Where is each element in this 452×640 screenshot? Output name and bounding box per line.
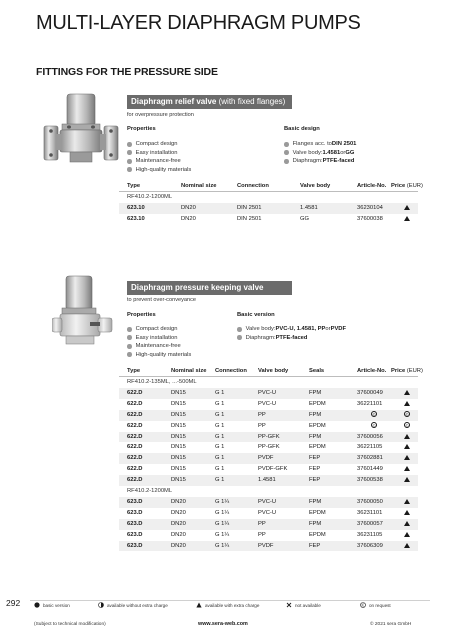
cell-conn: G 1¼ — [215, 542, 230, 549]
triangle-icon — [404, 499, 410, 504]
bullet-icon — [127, 344, 132, 349]
cell-seals: FPM — [309, 390, 322, 396]
list-item: Diaphragm: PTFE-faced — [284, 157, 356, 166]
bullet-icon — [127, 335, 132, 340]
table-row — [119, 432, 418, 443]
cell-price — [404, 432, 410, 443]
triangle-icon — [404, 521, 410, 526]
cell-size: DN15 — [171, 411, 186, 418]
list-item: Maintenance-free — [127, 157, 191, 166]
cell-price — [404, 508, 410, 519]
disclaimer: (Subject to technical modification) — [34, 622, 106, 627]
cell-seals: FEP — [309, 542, 321, 549]
cell-size: DN15 — [171, 444, 186, 451]
cell-type: 623.D — [127, 531, 143, 538]
list-item: Maintenance-free — [127, 342, 191, 351]
cell-article — [371, 421, 377, 432]
cell-seals: EPDM — [309, 509, 326, 516]
properties-list — [127, 140, 191, 174]
table-group-label: RF410.2-1200ML — [127, 488, 173, 495]
on-request-icon: © — [372, 423, 376, 429]
cell-size: DN20 — [171, 531, 186, 538]
copyright: © 2021 sera GmbH — [370, 622, 412, 627]
bullet-icon — [127, 142, 132, 147]
cell-body: PP — [258, 422, 266, 429]
legend-item: available with extra charge — [196, 602, 259, 608]
triangle-icon — [404, 543, 410, 548]
cell-type: 623.D — [127, 542, 143, 549]
table-row — [119, 541, 418, 552]
cell-type: 622.D — [127, 390, 143, 396]
bullet-icon — [127, 167, 132, 172]
cell-body: PP-GFK — [258, 433, 280, 440]
product-image-relief-valve — [40, 86, 122, 178]
cell-article: 36221105 — [357, 444, 383, 451]
cell-seals: FPM — [309, 433, 322, 440]
table-row — [119, 453, 418, 464]
cell-body: PP-GFK — [258, 444, 280, 451]
cell-article — [371, 410, 377, 421]
product-title-bar — [127, 95, 292, 109]
cell-price — [404, 497, 410, 508]
cell-seals: EPDM — [309, 531, 326, 538]
cell-conn: G 1 — [215, 390, 225, 396]
cell-article: 37600538 — [357, 477, 383, 484]
cell-conn: G 1¼ — [215, 499, 230, 506]
cell-body: 1.4581 — [258, 477, 276, 484]
cell-article: 36231105 — [357, 531, 383, 538]
bullet-icon — [127, 159, 132, 164]
cell-conn: G 1 — [215, 455, 225, 462]
basic-version-heading: Basic version — [237, 312, 275, 318]
cell-price — [404, 541, 410, 552]
cell-seals: FEP — [309, 477, 321, 484]
cell-size: DN15 — [171, 477, 186, 484]
on-request-icon: © — [405, 423, 409, 429]
cell-conn: G 1 — [215, 400, 225, 407]
cell-price — [404, 442, 410, 453]
cell-type: 623.D — [127, 509, 143, 516]
legend-item: not available — [286, 602, 321, 608]
table-row: 623.10 DN20 DIN 2501 GG 37600038 — [119, 214, 418, 225]
page-title: MULTI-LAYER DIAPHRAGM PUMPS — [36, 12, 361, 34]
list-item: Easy installation — [127, 149, 191, 158]
cell-conn: G 1¼ — [215, 509, 230, 516]
cell-conn: G 1 — [215, 477, 225, 484]
table-group-label: RF410.2-135ML, ...-500ML — [127, 379, 197, 385]
cell-type: 622.D — [127, 444, 143, 451]
cell-price — [404, 519, 410, 530]
product-image-pressure-keeping-valve — [52, 272, 122, 362]
cell-type: 622.D — [127, 400, 143, 407]
cell-article: 37600057 — [357, 520, 383, 527]
triangle-icon — [404, 205, 410, 210]
product-description: to prevent over-conveyance — [127, 297, 197, 303]
triangle-icon — [404, 434, 410, 439]
cell-seals: EPDM — [309, 444, 326, 451]
cell-size: DN15 — [171, 433, 186, 440]
cell-type: 622.D — [127, 466, 143, 473]
cell-body: PVC-U — [258, 400, 277, 407]
properties-heading: Properties — [127, 126, 156, 132]
product-name: Diaphragm relief valve — [131, 97, 217, 106]
legend-item: available without extra charge — [98, 602, 168, 608]
bullet-icon — [284, 150, 289, 155]
table-row — [119, 475, 418, 486]
cell-body: PVDF — [258, 455, 274, 462]
table-group-label: RF410.2-1200ML — [127, 194, 173, 200]
cell-type: 622.D — [127, 433, 143, 440]
cell-seals: FPM — [309, 499, 322, 506]
list-item: Diaphragm: PTFE-faced — [237, 334, 346, 343]
cell-seals: FEP — [309, 466, 321, 473]
cell-article: 37600056 — [357, 433, 383, 440]
cell-seals: FEP — [309, 455, 321, 462]
cell-conn: G 1 — [215, 411, 225, 418]
section-title: FITTINGS FOR THE PRESSURE SIDE — [36, 66, 218, 78]
cell-seals: FPM — [309, 411, 322, 418]
triangle-icon — [404, 444, 410, 449]
product-name-suffix: (with fixed flanges) — [218, 97, 286, 106]
filled-circle-icon — [34, 602, 40, 608]
cell-conn: G 1 — [215, 422, 225, 429]
cell-conn: G 1 — [215, 433, 225, 440]
triangle-icon — [404, 532, 410, 537]
table-row — [119, 399, 418, 410]
basic-design-list — [284, 140, 356, 166]
list-item: Compact design — [127, 140, 191, 149]
cell-body: PVDF-GFK — [258, 466, 288, 473]
cell-type: 622.D — [127, 477, 143, 484]
cell-size: DN15 — [171, 422, 186, 429]
cell-body: PVC-U — [258, 390, 277, 396]
cell-article: 36231101 — [357, 509, 383, 516]
cell-conn: G 1¼ — [215, 520, 230, 527]
relief-valve-table — [119, 181, 423, 225]
bullet-icon — [284, 159, 289, 164]
cell-article: 36221101 — [357, 400, 383, 407]
page-number: 292 — [6, 598, 21, 608]
cell-size: DN20 — [171, 542, 186, 549]
cell-price — [404, 410, 410, 421]
properties-list — [127, 325, 191, 359]
table-row — [119, 508, 418, 519]
cell-type: 622.D — [127, 411, 143, 418]
footer-divider — [30, 600, 430, 601]
table-header: Type Nominal size Connection Valve body Article-No. Price (EUR) — [119, 181, 418, 192]
cross-icon — [286, 602, 292, 608]
cell-size: DN20 — [171, 509, 186, 516]
table-header: Type Nominal size Connection Valve body Seals Article-No. Price (EUR) — [119, 366, 418, 377]
table-row — [119, 530, 418, 541]
cell-price — [404, 475, 410, 486]
cell-seals: FPM — [309, 520, 322, 527]
bullet-icon — [237, 327, 242, 332]
cell-seals: EPDM — [309, 422, 326, 429]
pressure-keeping-valve-table — [119, 366, 423, 551]
cell-conn: G 1¼ — [215, 531, 230, 538]
list-item: Valve body: 1.4581 or GG — [284, 149, 356, 158]
list-item: High-quality materials — [127, 166, 191, 175]
cell-price — [404, 421, 410, 432]
on-request-icon: © — [372, 412, 376, 418]
triangle-icon — [404, 477, 410, 482]
triangle-icon — [404, 216, 410, 221]
list-item: Valve body: PVC-U, 1.4581, PP or PVDF — [237, 325, 346, 334]
properties-heading: Properties — [127, 312, 156, 318]
table-row: 623.10 DN20 DIN 2501 1.4581 36230104 — [119, 203, 418, 214]
cell-type: 622.D — [127, 422, 143, 429]
cell-type: 623.D — [127, 499, 143, 506]
bullet-icon — [284, 142, 289, 147]
table-row — [119, 421, 418, 432]
cell-price — [404, 388, 410, 399]
cell-size: DN15 — [171, 455, 186, 462]
cell-size: DN20 — [171, 520, 186, 527]
bullet-icon — [237, 335, 242, 340]
product-title-bar — [127, 281, 292, 295]
basic-version-list — [237, 325, 346, 342]
cell-price — [404, 530, 410, 541]
cell-price — [404, 453, 410, 464]
list-item: Easy installation — [127, 334, 191, 343]
cell-size: DN20 — [171, 499, 186, 506]
cell-body: PVC-U — [258, 499, 277, 506]
list-item: Compact design — [127, 325, 191, 334]
table-row — [119, 410, 418, 421]
cell-seals: EPDM — [309, 400, 326, 407]
website-link[interactable]: www.sera-web.com — [198, 621, 248, 627]
cell-price — [404, 464, 410, 475]
cell-type: 622.D — [127, 455, 143, 462]
copyright-circle-icon — [360, 602, 366, 608]
cell-body: PVDF — [258, 542, 274, 549]
bullet-icon — [127, 352, 132, 357]
cell-body: PP — [258, 531, 266, 538]
triangle-icon — [404, 510, 410, 515]
cell-body: PP — [258, 520, 266, 527]
product-name: Diaphragm pressure keeping valve — [131, 283, 264, 292]
table-row — [119, 519, 418, 530]
bullet-icon — [127, 327, 132, 332]
triangle-icon — [404, 466, 410, 471]
cell-size: DN15 — [171, 390, 186, 396]
cell-type: 623.D — [127, 520, 143, 527]
legend-item: basic version — [34, 602, 70, 608]
list-item: Flanges acc. to DIN 2501 — [284, 140, 356, 149]
product-description: for overpressure protection — [127, 112, 194, 118]
list-item: High-quality materials — [127, 351, 191, 360]
cell-size: DN15 — [171, 400, 186, 407]
cell-conn: G 1 — [215, 444, 225, 451]
triangle-icon — [404, 390, 410, 395]
cell-article: 37600050 — [357, 499, 383, 506]
cell-article: 37606309 — [357, 542, 383, 549]
cell-size: DN15 — [171, 466, 186, 473]
legend-item: on request — [360, 602, 391, 608]
half-circle-icon — [98, 602, 104, 608]
table-row — [119, 388, 418, 399]
cell-price — [404, 399, 410, 410]
triangle-icon — [196, 602, 202, 608]
table-row — [119, 497, 418, 508]
table-row — [119, 464, 418, 475]
cell-body: PVC-U — [258, 509, 277, 516]
bullet-icon — [127, 150, 132, 155]
cell-article: 37600049 — [357, 390, 383, 396]
cell-conn: G 1 — [215, 466, 225, 473]
cell-body: PP — [258, 411, 266, 418]
triangle-icon — [404, 455, 410, 460]
on-request-icon: © — [405, 412, 409, 418]
triangle-icon — [404, 401, 410, 406]
cell-article: 37601449 — [357, 466, 383, 473]
table-row — [119, 442, 418, 453]
basic-design-heading: Basic design — [284, 126, 320, 132]
cell-article: 37602881 — [357, 455, 383, 462]
